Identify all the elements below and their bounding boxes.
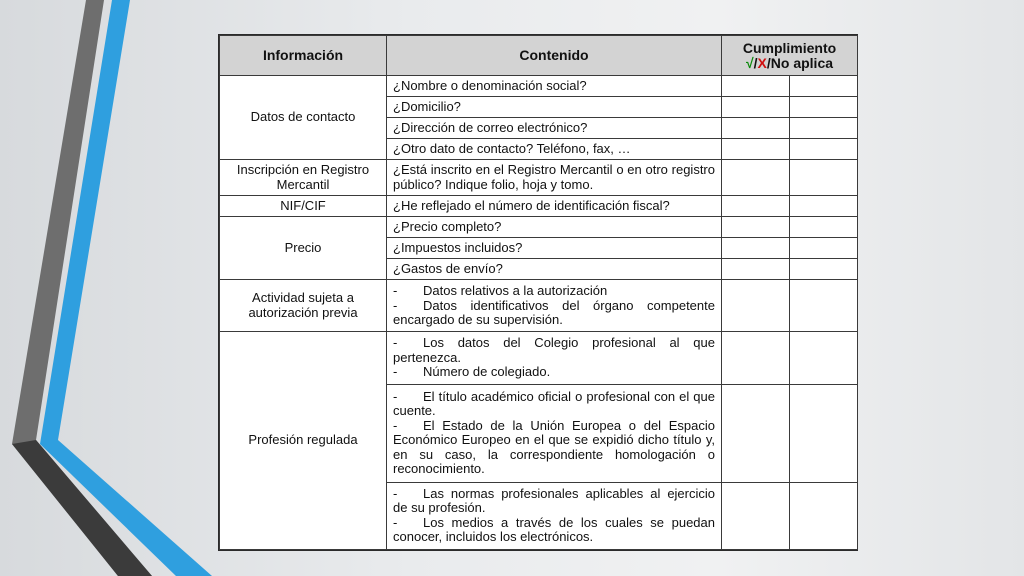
separator: /: [753, 54, 758, 71]
info-datos-de-contacto: Datos de contacto: [220, 76, 387, 160]
compliance-cell[interactable]: [722, 332, 790, 384]
dash-marker: -: [393, 364, 398, 380]
dash-marker: -: [393, 514, 398, 530]
compliance-cell[interactable]: [790, 97, 858, 118]
cross-mark-icon: X: [757, 54, 767, 71]
compliance-cell[interactable]: [722, 118, 790, 139]
content-cell: [387, 332, 722, 384]
content-cell: ¿Impuestos incluidos?: [387, 238, 722, 259]
bullet-text: Número de colegiado.: [423, 364, 551, 380]
compliance-cell[interactable]: [722, 259, 790, 280]
compliance-cell[interactable]: [790, 160, 858, 196]
compliance-cell[interactable]: [790, 259, 858, 280]
bullet-item: [393, 516, 715, 545]
compliance-cell[interactable]: [790, 332, 858, 384]
compliance-table: [219, 35, 858, 550]
bullet-text: Los medios a través de los cuales se puedan conocer, incluidos los electrónicos.: [393, 514, 715, 545]
table-row: [220, 196, 858, 217]
compliance-cell[interactable]: [722, 384, 790, 482]
info-inscripcion-registro-mercantil: Inscripción en Registro Mercantil: [220, 160, 387, 196]
content-cell: ¿Domicilio?: [387, 97, 722, 118]
bullet-item: [393, 390, 715, 419]
compliance-cell[interactable]: [790, 217, 858, 238]
compliance-cell[interactable]: [722, 160, 790, 196]
compliance-cell[interactable]: [790, 76, 858, 97]
compliance-cell[interactable]: [790, 238, 858, 259]
info-precio: Precio: [220, 217, 387, 280]
content-cell: [387, 384, 722, 482]
content-cell: ¿Gastos de envío?: [387, 259, 722, 280]
bullet-text: Los datos del Colegio profesional al que pertenezca.: [393, 335, 715, 365]
compliance-cell[interactable]: [790, 482, 858, 549]
compliance-cell[interactable]: [722, 217, 790, 238]
dash-marker: -: [393, 417, 398, 433]
compliance-cell[interactable]: [722, 482, 790, 549]
cumplimiento-title: Cumplimiento: [742, 40, 837, 57]
compliance-cell[interactable]: [722, 196, 790, 217]
header-row: [220, 36, 858, 76]
dash-marker: -: [393, 388, 398, 404]
no-aplica-label: No aplica: [770, 54, 834, 71]
content-cell: ¿Dirección de correo electrónico?: [387, 118, 722, 139]
bullet-text: Datos relativos a la autorización: [423, 283, 608, 299]
info-actividad-sujeta: Actividad sujeta a autorización previa: [220, 280, 387, 332]
compliance-cell[interactable]: [790, 196, 858, 217]
table-row: [220, 217, 858, 238]
bullet-item: [393, 284, 715, 299]
compliance-cell[interactable]: [722, 238, 790, 259]
compliance-cell[interactable]: [722, 76, 790, 97]
header-contenido: Contenido: [387, 36, 722, 76]
dash-marker: -: [393, 297, 398, 313]
bullet-item: [393, 487, 715, 516]
content-cell: ¿Nombre o denominación social?: [387, 76, 722, 97]
content-cell: ¿Está inscrito en el Registro Mercantil o en otro registro público? Indique folio, hoja y tomo.: [387, 160, 722, 196]
compliance-cell[interactable]: [790, 384, 858, 482]
compliance-cell[interactable]: [790, 118, 858, 139]
bullet-text: Datos identificativos del órgano competente encargado de su supervisión.: [393, 297, 715, 328]
compliance-cell[interactable]: [722, 97, 790, 118]
table-row: [220, 280, 858, 332]
table-row: [220, 332, 858, 384]
table-row: [220, 76, 858, 97]
bullet-text: El título académico oficial o profesional con el que cuente.: [393, 388, 715, 419]
bullet-item: [393, 299, 715, 328]
bullet-text: Las normas profesionales aplicables al ejercicio de su profesión.: [393, 485, 715, 516]
content-cell: [387, 482, 722, 549]
header-cumplimiento: [722, 36, 858, 76]
bullet-item: [393, 419, 715, 477]
info-profesion-regulada: Profesión regulada: [220, 332, 387, 550]
bullet-item: [393, 336, 715, 365]
table-row: [220, 160, 858, 196]
content-cell: ¿He reflejado el número de identificación fiscal?: [387, 196, 722, 217]
dash-marker: -: [393, 485, 398, 501]
info-nif-cif: NIF/CIF: [220, 196, 387, 217]
content-cell: ¿Otro dato de contacto? Teléfono, fax, …: [387, 139, 722, 160]
header-informacion: Información: [220, 36, 387, 76]
compliance-cell[interactable]: [722, 139, 790, 160]
check-mark-icon: √: [745, 54, 754, 71]
bullet-item: [393, 365, 715, 380]
dash-marker: -: [393, 335, 398, 351]
compliance-table-card: [218, 34, 858, 551]
bullet-text: El Estado de la Unión Europea o del Espacio Económico Europeo en el que se expidió dicho título y, en su caso, la correspondiente homologación o reconocimiento.: [393, 417, 715, 477]
separator: /: [766, 54, 771, 71]
dash-marker: -: [393, 283, 398, 299]
compliance-cell[interactable]: [790, 139, 858, 160]
content-cell: ¿Precio completo?: [387, 217, 722, 238]
content-cell: [387, 280, 722, 332]
compliance-cell[interactable]: [790, 280, 858, 332]
compliance-cell[interactable]: [722, 280, 790, 332]
